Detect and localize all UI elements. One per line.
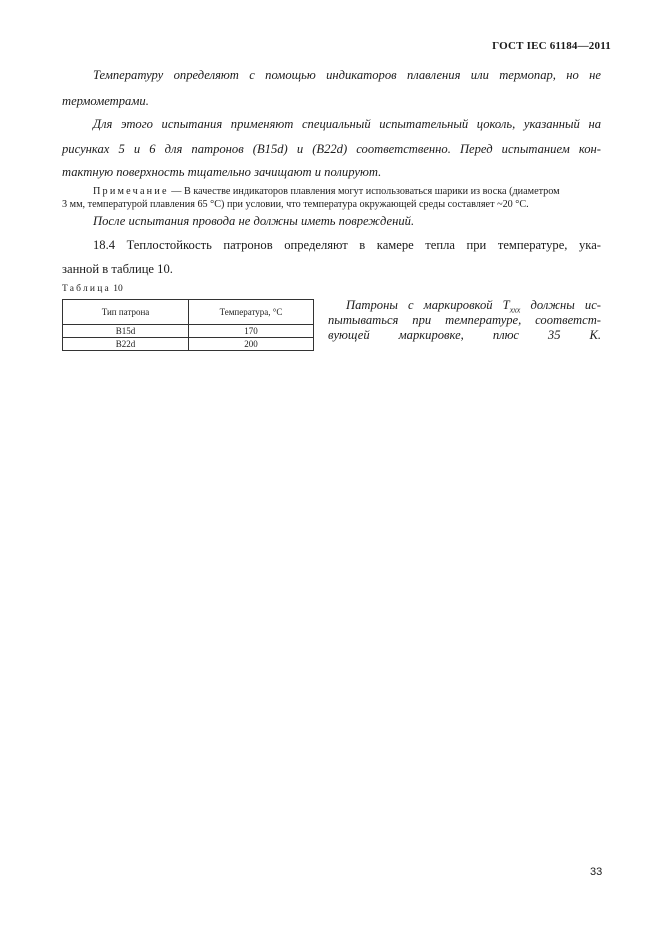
- table-header-cell: Тип патрона: [63, 300, 189, 325]
- para2-line1: Для этого испытания применяют специальный испытательный цоколь, указанный на: [93, 117, 601, 131]
- section-18-4-line1: 18.4 Теплостойкость патронов определяют в камере тепла при температуре, ука-: [93, 238, 601, 252]
- table-caption: [62, 284, 123, 294]
- table-caption-label: Таблица: [62, 284, 111, 294]
- table-cell: B22d: [63, 338, 189, 351]
- marking-subscript: xxx: [509, 305, 521, 315]
- side-text-line1-pre: Патроны с маркировкой T: [346, 298, 510, 312]
- para2-line2: рисунках 5 и 6 для патронов (B15d) и (B22d) соответственно. Перед испытанием кон-: [62, 142, 601, 156]
- side-text-line3: вующей маркировке, плюс 35 К.: [328, 328, 601, 342]
- side-text-line1-post: должны ис-: [520, 298, 601, 312]
- table-cell: 200: [189, 338, 314, 351]
- page-number: 33: [590, 866, 603, 878]
- para1-line2: термометрами.: [62, 94, 149, 108]
- table-caption-number: 10: [113, 284, 123, 294]
- temperature-table: [62, 299, 314, 351]
- document-header: ГОСТ IEC 61184—2011: [492, 40, 611, 52]
- para1-line1: Температуру определяют с помощью индикаторов плавления или термопар, но не: [93, 68, 601, 82]
- side-text-line2: пытываться при температуре, соответст-: [328, 313, 601, 327]
- section-18-4-line2: занной в таблице 10.: [62, 262, 173, 276]
- table-row: [63, 338, 314, 351]
- note-label: Примечание: [93, 186, 169, 197]
- note-line2: 3 мм, температурой плавления 65 °С) при условии, что температура окружающей среды составляет ~20 °С.: [62, 199, 529, 210]
- para3-text: После испытания провода не должны иметь повреждений.: [93, 214, 415, 228]
- table-row: [63, 325, 314, 338]
- table-header-row: [63, 300, 314, 325]
- note-line1: [93, 185, 560, 198]
- table-header-cell: Температура, °С: [189, 300, 314, 325]
- note-text1: — В качестве индикаторов плавления могут использоваться шарики из воска (диаметром: [168, 186, 560, 197]
- para2-line3: тактную поверхность тщательно зачищают и полируют.: [62, 165, 382, 179]
- table-cell: 170: [189, 325, 314, 338]
- table-cell: B15d: [63, 325, 189, 338]
